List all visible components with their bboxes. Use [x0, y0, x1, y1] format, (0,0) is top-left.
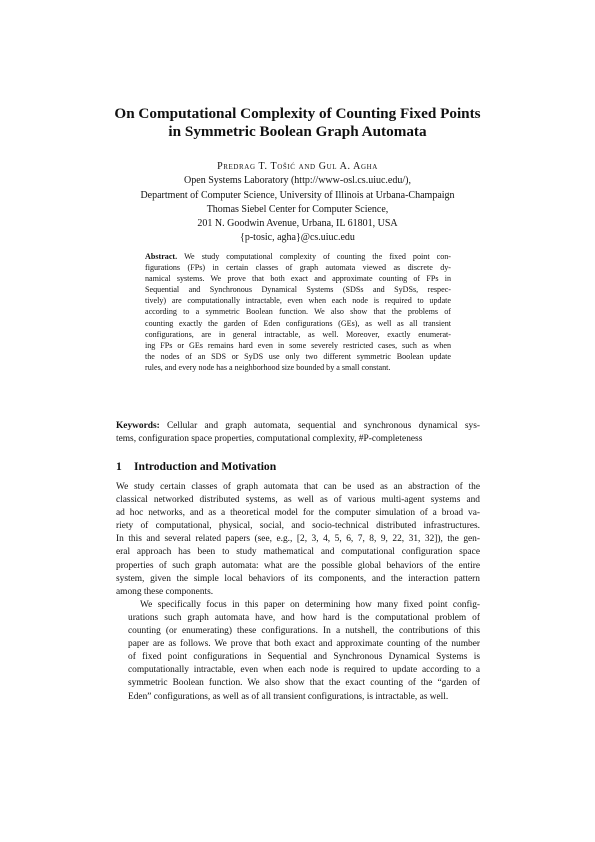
abstract-line: ing FPs or GEs remains hard even in some severely restricted cases, such as when — [145, 340, 451, 350]
body-text — [116, 481, 480, 704]
body-line: ad hoc networks, and as a theoretical model for the computer simulation of a broad va- — [116, 508, 480, 519]
paper-title — [60, 105, 535, 141]
body-line: among these components. — [116, 586, 214, 597]
section-heading — [116, 460, 276, 473]
body-line: In this and several related papers (see, e.g., [2, 3, 4, 5, 6, 7, 8, 9, 22, 31, 32]), the gen- — [116, 534, 480, 545]
affiliation-lab: Open Systems Laboratory (http://www-osl.cs.uiuc.edu/), — [184, 175, 411, 187]
abstract-line: namical systems. We prove that both exact and approximate counting of FPs in — [145, 274, 451, 284]
body-line: urations such graph automata have, and how hard is the computational problem of — [128, 612, 480, 623]
abstract-line: figurations (FPs) in certain classes of graph automata viewed as discrete dy- — [145, 263, 451, 273]
keywords-label: Keywords: — [116, 421, 160, 431]
author-block — [60, 160, 535, 246]
abstract-label: Abstract. — [145, 252, 178, 261]
body-line: of fixed point configurations in Sequential and Synchronous Dynamical Systems is — [128, 652, 480, 663]
body-line: riety of computational, physical, social, and socio-technical distributed infrastructures. — [116, 521, 480, 532]
abstract-line: rules, and every node has a neighborhood size bounded by a small constant. — [145, 362, 391, 372]
section-number: 1 — [116, 460, 122, 473]
title-line-2: in Symmetric Boolean Graph Automata — [168, 123, 427, 140]
body-line: eral approach has been to study mathematical and computational configuration space — [116, 547, 480, 558]
keywords — [116, 420, 480, 446]
affiliation-center: Thomas Siebel Center for Computer Science, — [206, 203, 389, 215]
body-line: We study certain classes of graph automata that can be used as an abstraction of the — [116, 482, 480, 492]
paragraph-2 — [116, 599, 480, 704]
title-line-1: On Computational Complexity of Counting Fixed Points — [114, 105, 481, 122]
author-names: Predrag T. Tošić and Gul A. Agha — [217, 161, 378, 172]
body-line: paper are as follows. We prove that both exact and approximate counting of the number — [128, 639, 480, 650]
abstract-line: Sequential and Synchronous Dynamical Systems (SDSs and SyDSs, respec- — [145, 285, 451, 295]
postal-address: 201 N. Goodwin Avenue, Urbana, IL 61801, USA — [197, 218, 398, 230]
author-emails: {p-tosic, agha}@cs.uiuc.edu — [240, 232, 355, 244]
paragraph-1 — [116, 481, 480, 599]
body-line: classical networked distributed systems, as well as of various multi-agent systems and — [116, 495, 480, 506]
body-line: properties of such graph automata: what are the possible global behaviors of the entire — [116, 560, 480, 571]
abstract-line: configurations, are in general intractable, as well. Moreover, exactly enumerat- — [145, 329, 451, 339]
section-title: Introduction and Motivation — [134, 460, 277, 473]
abstract-line: tively) are computationally intractable, even when each node is required to update — [145, 296, 451, 306]
keywords-line: Keywords: Cellular and graph automata, sequential and synchronous dynamical sys- — [116, 421, 480, 431]
body-line: system, given the simple local behaviors of its components, and the interaction pattern — [116, 573, 480, 584]
body-line: Eden” configurations, as well as of all transient configurations, is intractable, as well. — [128, 691, 449, 702]
abstract-line: according to a symmetric Boolean function. We also show that the problems of — [145, 307, 451, 317]
affiliation-department: Department of Computer Science, University of Illinois at Urbana-Champaign — [140, 189, 455, 201]
abstract-line: counting exactly the garden of Eden configurations (GEs), as well as all transient — [145, 318, 451, 328]
body-line: computationally intractable, even when each node is required to update according to a — [128, 665, 480, 676]
abstract-line: Abstract. We study computational complexity of counting the fixed point con- — [145, 252, 451, 261]
abstract-line: the nodes of an SDS or SyDS use only two different symmetric Boolean update — [145, 351, 451, 361]
body-line: counting (or enumerating) these configurations. In a nutshell, the contributions of this — [128, 626, 480, 637]
body-line: We specifically focus in this paper on determining how many fixed point config- — [140, 599, 480, 610]
body-line: symmetric Boolean function. We also show that the exact counting of the “garden of — [128, 678, 480, 689]
keywords-line: tems, configuration space properties, computational complexity, #P-completeness — [116, 434, 423, 444]
abstract — [145, 251, 451, 373]
